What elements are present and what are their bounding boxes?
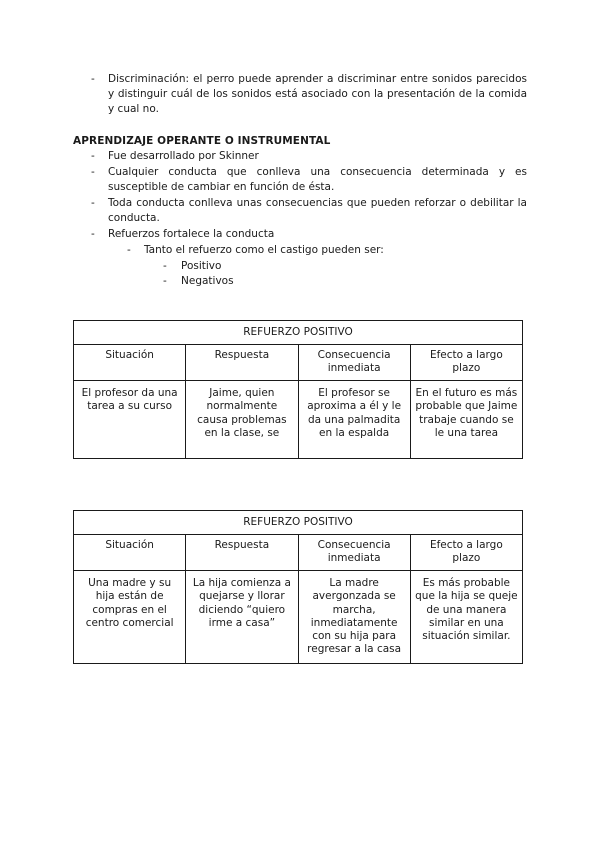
bullet-text: Positivo (181, 260, 222, 272)
bullet-dash: - (91, 166, 95, 178)
bullet-dash: - (127, 244, 131, 256)
bullet-dash: - (163, 275, 167, 287)
list-item (91, 196, 527, 226)
table-cell: Una madre y su hija están de compras en el centro comercial (74, 571, 186, 664)
list-item (91, 165, 527, 195)
sub-sub-list-item (163, 274, 234, 289)
column-header: Efecto a largo plazo (410, 535, 522, 571)
sub-list-item (127, 243, 384, 258)
table-header-row (74, 535, 523, 571)
bullet-dash: - (91, 228, 95, 240)
reinforcement-table (73, 320, 523, 459)
reinforcement-table (73, 510, 523, 664)
column-header: Respuesta (186, 345, 298, 381)
bullet-dash: - (91, 73, 95, 85)
table-cell: La hija comienza a quejarse y llorar diciendo “quiero irme a casa” (186, 571, 298, 664)
table-title: REFUERZO POSITIVO (74, 321, 523, 345)
table-cell: El profesor da una tarea a su curso (74, 381, 186, 459)
column-header: Situación (74, 345, 186, 381)
list-item (91, 149, 527, 164)
bullet-text: Tanto el refuerzo como el castigo pueden ser: (144, 244, 384, 256)
table-header-row (74, 345, 523, 381)
bullet-text: Fue desarrollado por Skinner (108, 150, 259, 162)
bullet-text: Negativos (181, 275, 234, 287)
column-header: Consecuencia inmediata (298, 535, 410, 571)
bullet-text: Refuerzos fortalece la conducta (108, 228, 275, 240)
column-header: Consecuencia inmediata (298, 345, 410, 381)
table-title: REFUERZO POSITIVO (74, 511, 523, 535)
list-item (91, 227, 527, 242)
table-cell: En el futuro es más probable que Jaime trabaje cuando se le una tarea (410, 381, 522, 459)
table-cell: Es más probable que la hija se queje de una manera similar en una situación similar. (410, 571, 522, 664)
column-header: Situación (74, 535, 186, 571)
column-header: Efecto a largo plazo (410, 345, 522, 381)
intro-bullet (91, 72, 527, 118)
table-cell: El profesor se aproxima a él y le da una palmadita en la espalda (298, 381, 410, 459)
bullet-dash: - (91, 150, 95, 162)
table-row (74, 381, 523, 459)
column-header: Respuesta (186, 535, 298, 571)
table-row (74, 571, 523, 664)
table-cell: La madre avergonzada se marcha, inmediatamente con su hija para regresar a la casa (298, 571, 410, 664)
section-heading: APRENDIZAJE OPERANTE O INSTRUMENTAL (73, 135, 331, 147)
table-cell: Jaime, quien normalmente causa problemas en la clase, se (186, 381, 298, 459)
bullet-dash: - (91, 197, 95, 209)
bullet-dash: - (163, 260, 167, 272)
bullet-text: Toda conducta conlleva unas consecuencias que pueden reforzar o debilitar la conducta. (108, 197, 527, 225)
bullet-text: Discriminación: el perro puede aprender a discriminar entre sonidos parecidos y distinguir cuál de los sonidos está asociado con la presentación de la comida y cual no. (108, 73, 527, 116)
bullet-text: Cualquier conducta que conlleva una consecuencia determinada y es susceptible de cambiar en función de ésta. (108, 166, 527, 194)
sub-sub-list-item (163, 259, 221, 274)
